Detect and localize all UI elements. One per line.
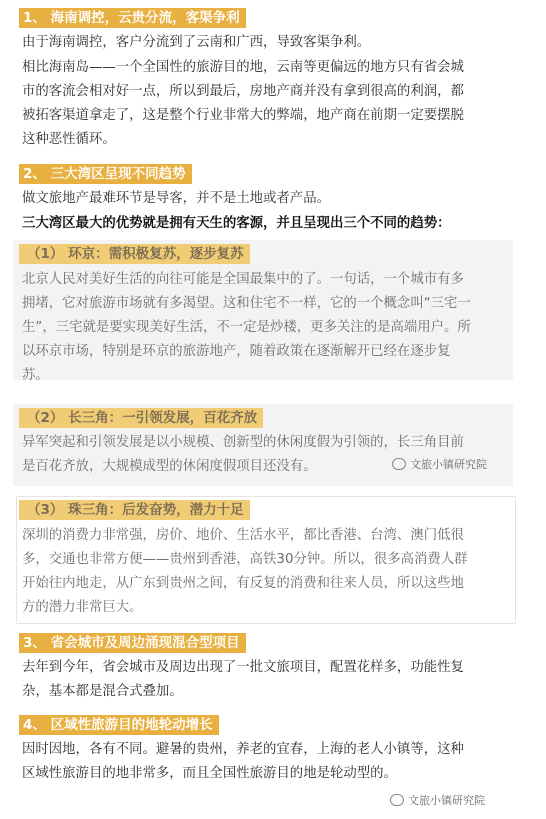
subsection-1-line-5: 苏。: [22, 368, 49, 383]
section-4-heading: 4、 区域性旅游目的地轮动增长: [19, 715, 219, 735]
section-3-line-2: 杂，基本都是混合式叠加。: [22, 684, 183, 699]
section-3-line-1: 去年到今年，省会城市及周边出现了一批文旅项目，配置花样多，功能性复: [22, 660, 464, 675]
section-4-line-2: 区域性旅游目的地非常多，而且全国性旅游目的地是轮动型的。: [22, 766, 397, 781]
section-1-heading: 1、 海南调控，云贵分流，客渠争利: [19, 8, 246, 28]
section-1-para-2-line-4: 这种恶性循环。: [22, 132, 116, 147]
subsection-2-heading: （2） 长三角：一引领发展，百花齐放: [19, 408, 263, 428]
section-2-line-2: 三大湾区最大的优势就是拥有天生的客源，并且呈现出三个不同的趋势：: [22, 216, 451, 231]
subsection-3-heading: （3） 珠三角：后发奋势，潜力十足: [19, 500, 250, 520]
subsection-3-line-4: 方的潜力非常巨大。: [22, 600, 143, 615]
subsection-1-line-3: 生”，三宅就是要实现美好生活，不一定是炒楼，更多关注的是高端用户。所: [22, 320, 471, 335]
section-4-line-1: 因时因地，各有不同。避暑的贵州，养老的宜春，上海的老人小镇等，这种: [22, 742, 464, 757]
subsection-3-line-1: 深圳的消费力非常强，房价、地价、生活水平，都比香港、台湾、澳门低很: [22, 528, 464, 543]
section-2-heading: 2、 三大湾区呈现不同趋势: [19, 164, 192, 184]
subsection-3-line-2: 多，交通也非常方便——贵州到香港，高铁30分钟。所以，很多高消费人群: [22, 552, 468, 567]
watermark-1: [392, 456, 487, 472]
watermark-text: 文旅小镇研究院: [410, 458, 487, 471]
subsection-1-line-4: 以环京市场，特别是环京的旅游地产，随着政策在逐渐解开已经在逐步复: [22, 344, 451, 359]
subsection-3-line-3: 开始往内地走，从广东到贵州之间，有反复的消费和往来人员，所以这些地: [22, 576, 464, 591]
subsection-2-line-2: 是百花齐放，大规模成型的休闲度假项目还没有。: [22, 459, 317, 474]
subsection-1-line-2: 拥堵，它对旅游市场就有多渴望。这和住宅不一样，它的一个概念叫“三宅一: [22, 296, 471, 311]
section-3-heading: 3、 省会城市及周边涌现混合型项目: [19, 633, 246, 653]
subsection-1-line-1: 北京人民对美好生活的向往可能是全国最集中的了。一句话，一个城市有多: [22, 272, 464, 287]
subsection-2-line-1: 异军突起和引领发展是以小规模、创新型的休闲度假为引领的，长三角目前: [22, 435, 464, 450]
section-1-para-2-line-1: 相比海南岛——一个全国性的旅游目的地，云南等更偏远的地方只有省会城: [22, 60, 464, 75]
section-2-line-1: 做文旅地产最难环节是导客，并不是土地或者产品。: [22, 191, 330, 206]
wechat-icon: [390, 794, 404, 806]
subsection-1-heading: （1） 环京：需积极复苏，逐步复苏: [19, 244, 250, 264]
section-1-para-2-line-2: 市的客流会相对好一点，所以到最后，房地产商并没有拿到很高的利润，都: [22, 84, 464, 99]
watermark-text: 文旅小镇研究院: [408, 794, 485, 807]
wechat-icon: [392, 458, 406, 470]
section-1-para-1: 由于海南调控，客户分流到了云南和广西，导致客渠争利。: [22, 35, 371, 50]
section-1-para-2-line-3: 被拓客渠道拿走了，这是整个行业非常大的弊端，地产商在前期一定要摆脱: [22, 108, 464, 123]
watermark-2: [390, 792, 485, 808]
